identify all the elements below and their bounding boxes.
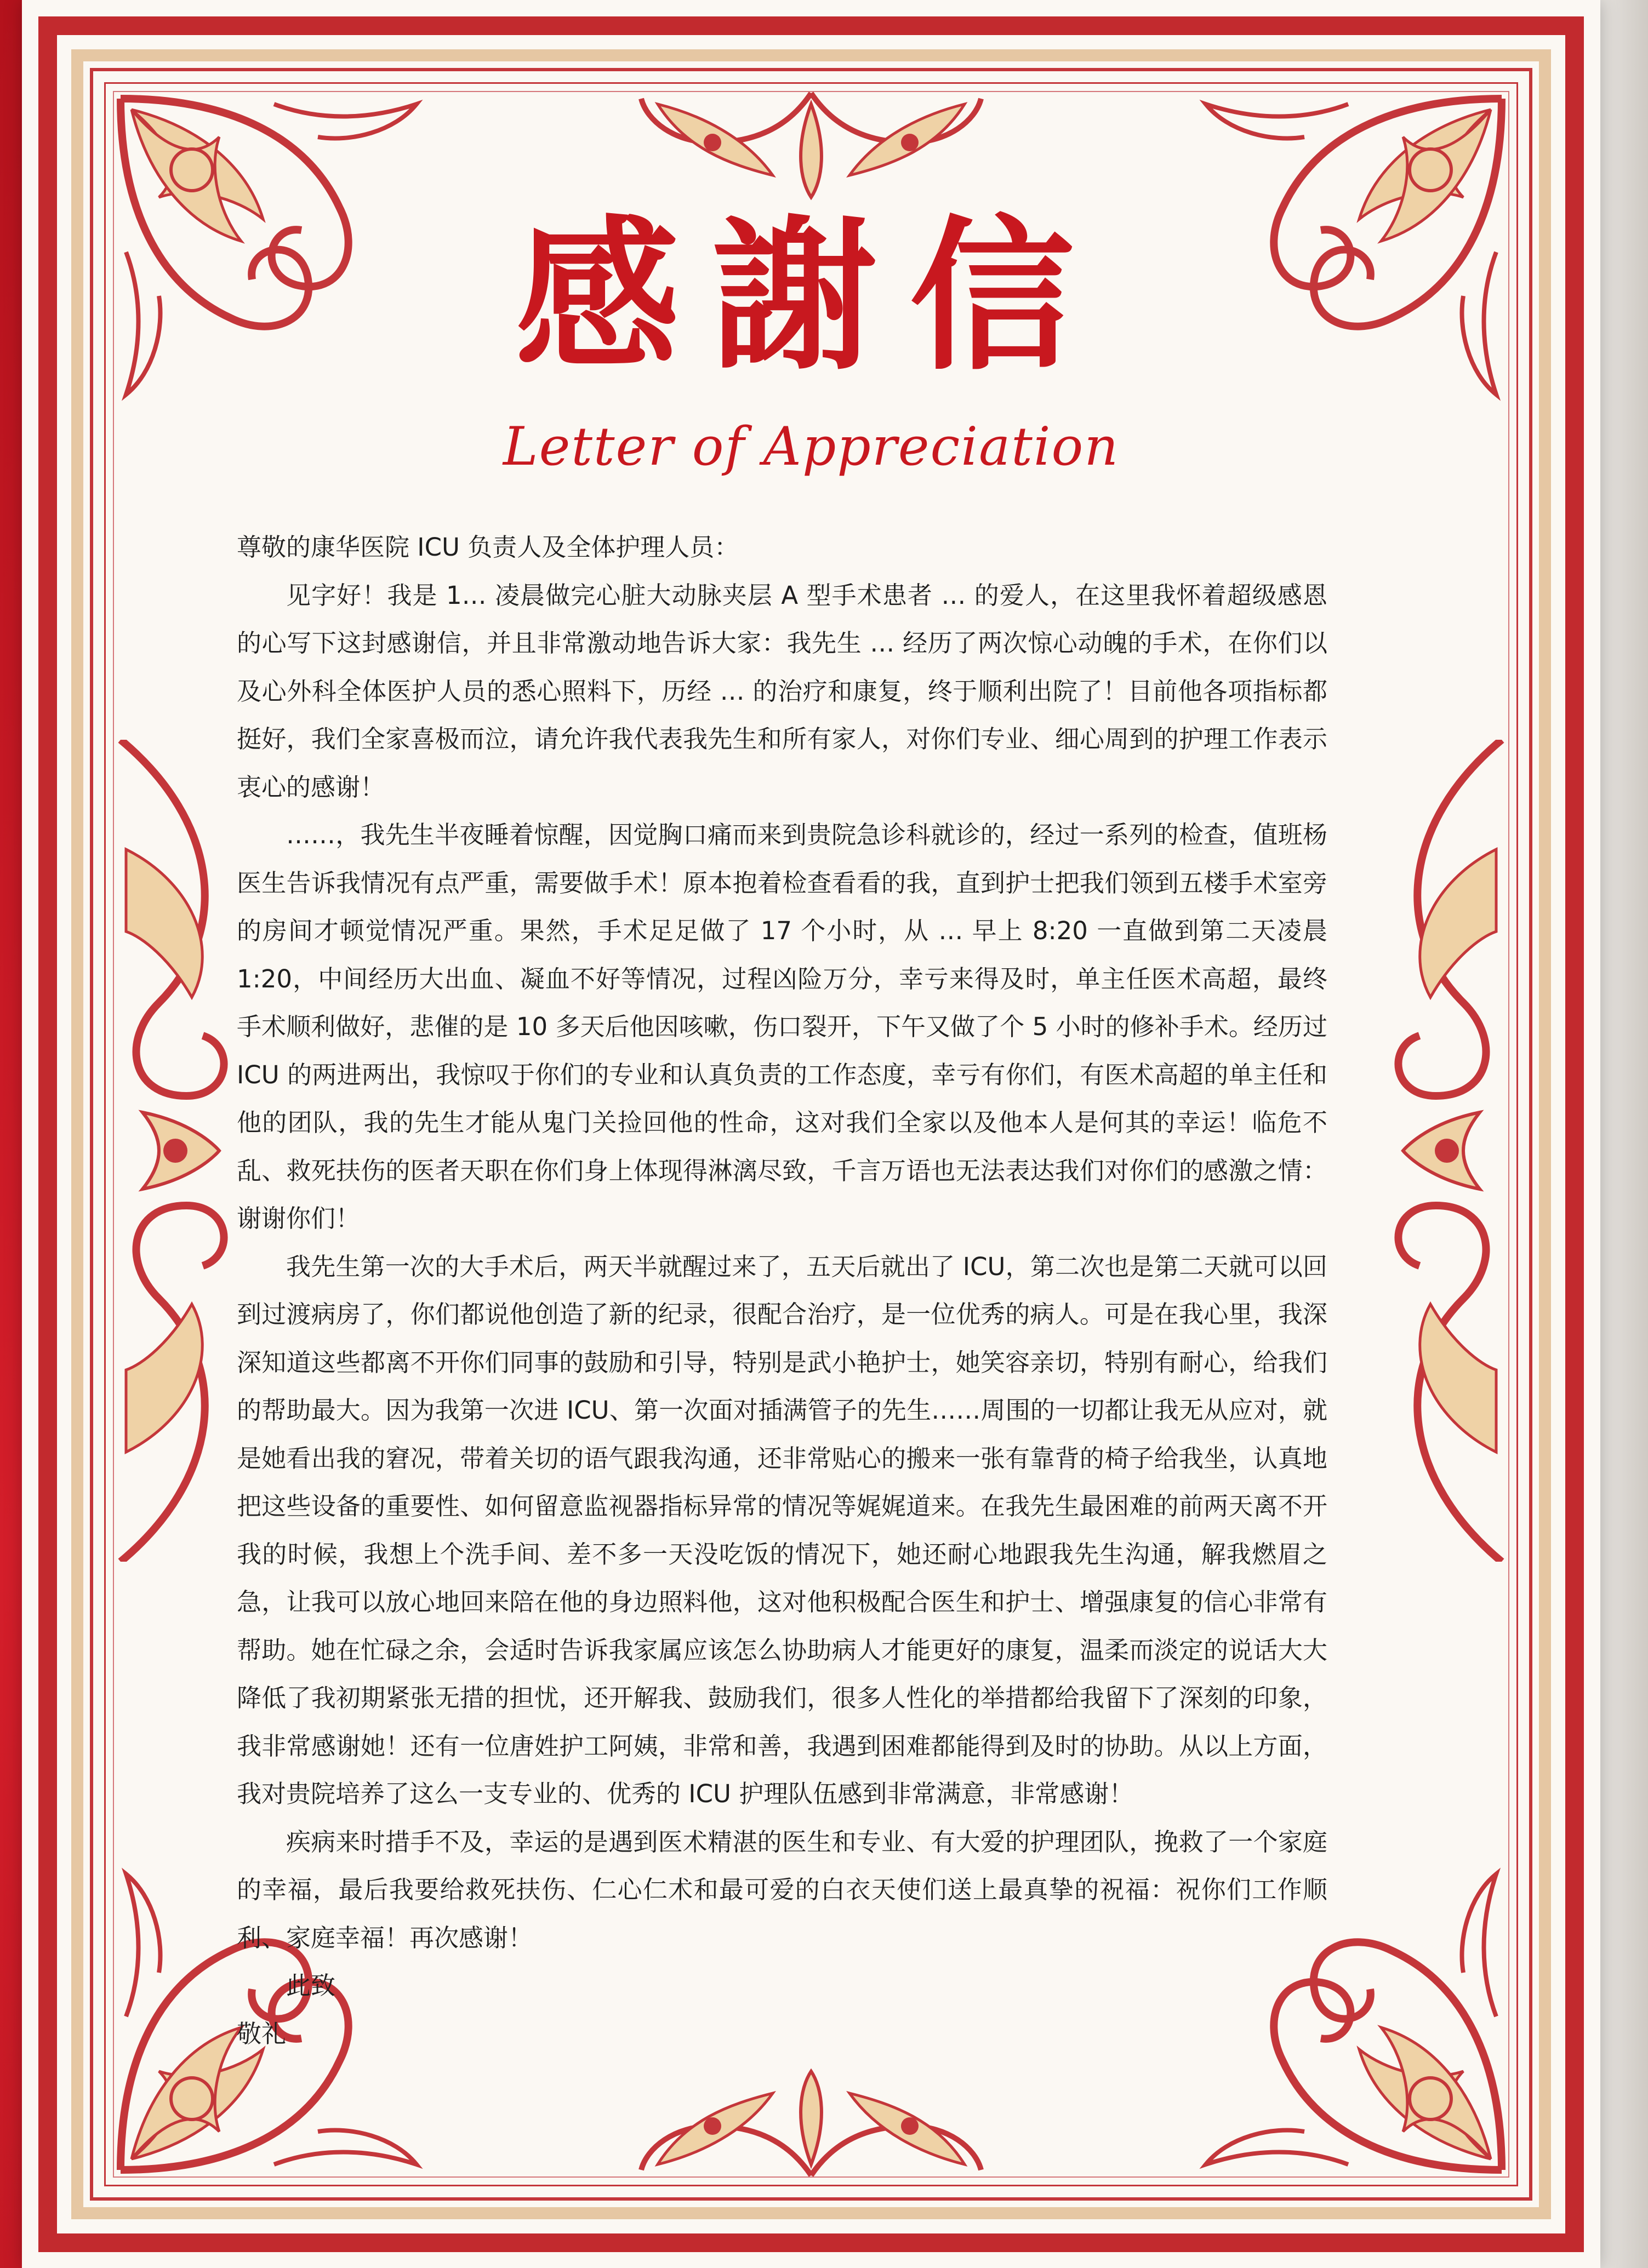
left-side-ornament bbox=[110, 740, 247, 1562]
letter-closing-jingli: 敬礼 bbox=[237, 2019, 287, 2048]
title-english: Letter of Appreciation bbox=[503, 416, 1120, 477]
letter-paragraph: 见字好！我是 1… 凌晨做完心脏大动脉夹层 A 型手术患者 … 的爱人，在这里我怀着超级感恩的心写下这封感谢信，并且非常激动地告诉大家：我先生 … 经历了两次惊心动魄的手术，在你们以及心外科全体医护人员的悉心照料下，历经 … 的治疗和康复，终于顺利出院了！目前他各项指标都挺好，我们全家喜极而泣，请允许我代表我先生和所有家人，对你们专业、细心周到的护理工作表示衷心的感谢！ bbox=[237, 580, 1327, 802]
right-side-ornament bbox=[1376, 740, 1513, 1562]
bottom-center-ornament bbox=[592, 2060, 1030, 2186]
letter-paragraph: ……，我先生半夜睡着惊醒，因觉胸口痛而来到贵院急诊科就诊的，经过一系列的检查，值班杨医生告诉我情况有点严重，需要做手术！原本抱着检查看看的我，直到护士把我们领到五楼手术室旁的房间才顿觉情况严重。果然，手术足足做了 17 个小时，从 … 早上 8:20 一直做到第二天凌晨 1:20，中间经历大出血、凝血不好等情况，过程凶险万分，幸亏来得及时，单主任医术高超，最终手术顺利做好，悲催的是 10 多天后他因咳嗽，伤口裂开，下午又做了个 5 小时的修补手术。经历过 ICU 的两进两出，我惊叹于你们的专业和认真负责的工作态度，幸亏有你们，有医术高超的单主任和他的团队，我的先生才能从鬼门关捡回他的性命，这对我们全家以及他本人是何其的幸运！临危不乱、救死扶伤的医者天职在你们身上体现得淋漓尽致，千言万语也无法表达我们对你们的感激之情：谢谢你们！ bbox=[237, 820, 1327, 1233]
letter-body bbox=[237, 523, 1327, 2058]
letter-salutation: 尊敬的康华医院 ICU 负责人及全体护理人员： bbox=[237, 533, 739, 562]
letter-paragraph: 疾病来时措手不及，幸运的是遇到医术精湛的医生和专业、有大爱的护理团队，挽救了一个家庭的幸福，最后我要给救死扶伤、仁心仁术和最可爱的白衣天使们送上最真挚的祝福：祝你们工作顺利、家庭幸福！再次感谢！ bbox=[237, 1827, 1327, 1952]
letter-paragraph: 我先生第一次的大手术后，两天半就醒过来了，五天后就出了 ICU，第二次也是第二天就可以回到过渡病房了，你们都说他创造了新的纪录，很配合治疗，是一位优秀的病人。可是在我心里，我深深知道这些都离不开你们同事的鼓励和引导，特别是武小艳护士，她笑容亲切，特别有耐心，给我们的帮助最大。因为我第一次进 ICU、第一次面对插满管子的先生……周围的一切都让我无从应对，就是她看出我的窘况，带着关切的语气跟我沟通，还非常贴心的搬来一张有靠背的椅子给我坐，认真地把这些设备的重要性、如何留意监视器指标异常的情况等娓娓道来。在我先生最困难的前两天离不开我的时候，我想上个洗手间、差不多一天没吃饭的情况下，她还耐心地跟我先生沟通，解我燃眉之急，让我可以放心地回来陪在他的身边照料他，这对他积极配合医生和护士、增强康复的信心非常有帮助。她在忙碌之余，会适时告诉我家属应该怎么协助病人才能更好的康复，温柔而淡定的说话大大降低了我初期紧张无措的担忧，还开解我、鼓励我们，很多人性化的举措都给我留下了深刻的印象，我非常感谢她！还有一位唐姓护工阿姨，非常和善，我遇到困难都能得到及时的协助。从以上方面，我对贵院培养了这么一支专业的、优秀的 ICU 护理队伍感到非常满意，非常感谢！ bbox=[237, 1252, 1327, 1808]
top-center-ornament bbox=[592, 82, 1030, 208]
letter-closing-cizhi: 此致 bbox=[286, 1971, 336, 2000]
title-chinese: 感謝信 bbox=[515, 199, 1107, 392]
certificate-paper bbox=[22, 0, 1600, 2268]
